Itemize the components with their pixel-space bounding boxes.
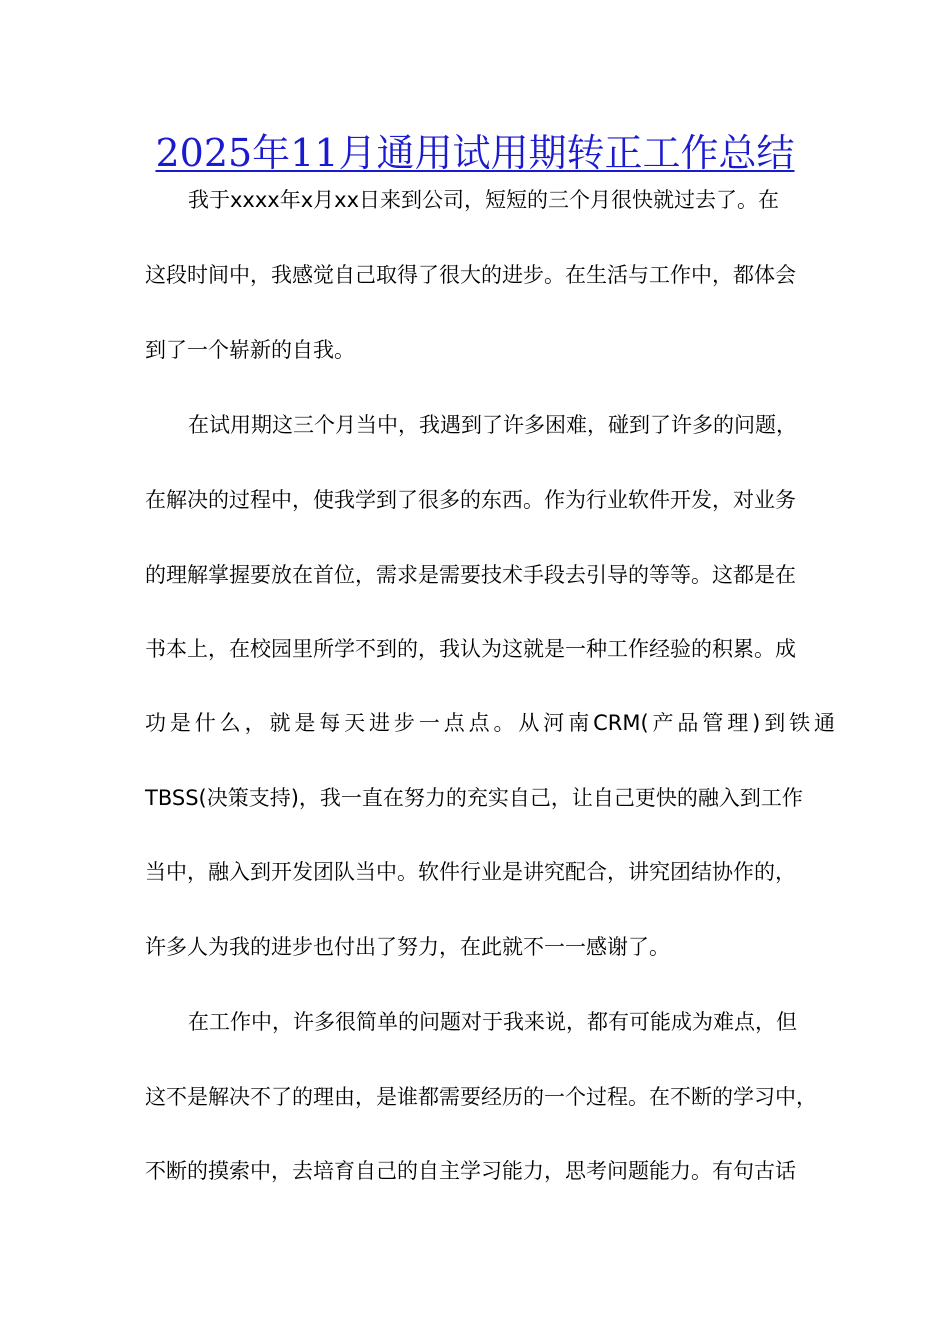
body-line: TBSS(决策支持)，我一直在努力的充实自己，让自己更快的融入到工作 (145, 786, 803, 810)
body-line: 的理解掌握要放在首位，需求是需要技术手段去引导的等等。这都是在 (145, 563, 796, 587)
body-line: 我于xxxx年x月xx日来到公司，短短的三个月很快就过去了。在 (188, 188, 779, 212)
body-line: 在解决的过程中，使我学到了很多的东西。作为行业软件开发，对业务 (145, 488, 796, 512)
body-line: 许多人为我的进步也付出了努力，在此就不一一感谢了。 (145, 935, 670, 959)
body-line: 功是什么，就是每天进步一点点。从河南CRM(产品管理)到铁通 (145, 711, 835, 735)
document-title: 2025年11月通用试用期转正工作总结 (155, 131, 795, 175)
body-line: 在工作中，许多很简单的问题对于我来说，都有可能成为难点，但 (188, 1010, 797, 1034)
body-line: 到了一个崭新的自我。 (145, 338, 355, 362)
body-line: 这不是解决不了的理由，是谁都需要经历的一个过程。在不断的学习中， (145, 1085, 817, 1109)
body-line: 书本上，在校园里所学不到的，我认为这就是一种工作经验的积累。成 (145, 637, 796, 661)
body-line: 在试用期这三个月当中，我遇到了许多困难，碰到了许多的问题， (188, 413, 797, 437)
body-line: 不断的摸索中，去培育自己的自主学习能力，思考问题能力。有句古话 (145, 1159, 796, 1183)
body-line: 当中，融入到开发团队当中。软件行业是讲究配合，讲究团结协作的， (145, 860, 796, 884)
body-line: 这段时间中，我感觉自己取得了很大的进步。在生活与工作中，都体会 (145, 263, 796, 287)
